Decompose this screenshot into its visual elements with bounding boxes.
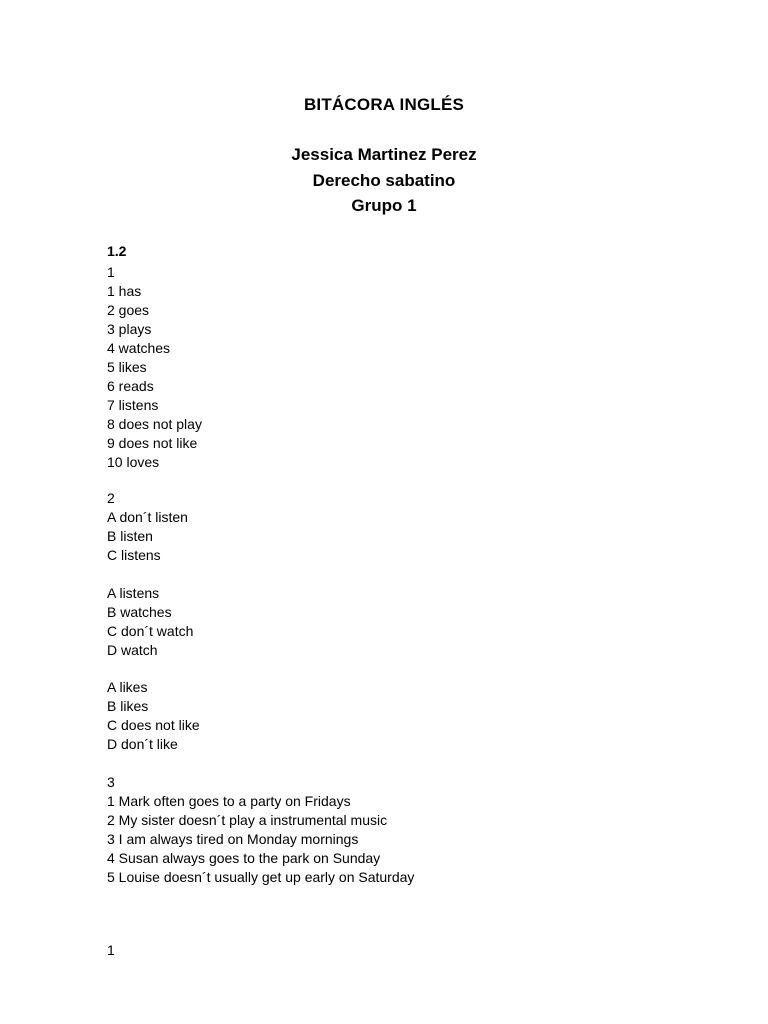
list-item: 4 watches <box>107 340 171 356</box>
exercise-2-group-a <box>107 489 188 565</box>
list-item: C does not like <box>107 717 200 733</box>
list-item: A likes <box>107 679 148 695</box>
page-number: 1 <box>107 942 115 958</box>
list-item: A listens <box>107 585 160 601</box>
exercise-2-group-b <box>107 584 193 660</box>
list-item: 7 listens <box>107 397 159 413</box>
list-item: B listen <box>107 528 153 544</box>
list-item: D don´t like <box>107 736 178 752</box>
list-item: 10 loves <box>107 454 160 470</box>
list-item: 2 goes <box>107 302 150 318</box>
list-item: D watch <box>107 642 158 658</box>
list-item: 4 Susan always goes to the park on Sunday <box>107 850 381 866</box>
list-item: C don´t watch <box>107 623 194 639</box>
exercise-3 <box>107 773 414 887</box>
exercise-1-label: 1 <box>107 264 115 280</box>
group-name: Grupo 1 <box>351 196 417 215</box>
list-item: B likes <box>107 698 149 714</box>
student-name: Jessica Martinez Perez <box>291 145 477 164</box>
program-name: Derecho sabatino <box>312 171 456 190</box>
list-item: 6 reads <box>107 378 154 394</box>
exercise-2-group-c <box>107 678 200 754</box>
list-item: C listens <box>107 547 161 563</box>
exercise-1 <box>107 263 202 472</box>
section-number: 1.2 <box>107 243 127 259</box>
exercise-2-label: 2 <box>107 490 115 506</box>
list-item: 3 I am always tired on Monday mornings <box>107 831 359 847</box>
list-item: 2 My sister doesn´t play a instrumental music <box>107 812 388 828</box>
list-item: B watches <box>107 604 172 620</box>
list-item: 9 does not like <box>107 435 198 451</box>
list-item: A don´t listen <box>107 509 188 525</box>
exercise-3-label: 3 <box>107 774 115 790</box>
list-item: 8 does not play <box>107 416 202 432</box>
list-item: 5 likes <box>107 359 147 375</box>
list-item: 1 Mark often goes to a party on Fridays <box>107 793 351 809</box>
document-title: BITÁCORA INGLÉS <box>303 95 465 114</box>
list-item: 3 plays <box>107 321 152 337</box>
list-item: 5 Louise doesn´t usually get up early on Saturday <box>107 869 415 885</box>
list-item: 1 has <box>107 283 142 299</box>
